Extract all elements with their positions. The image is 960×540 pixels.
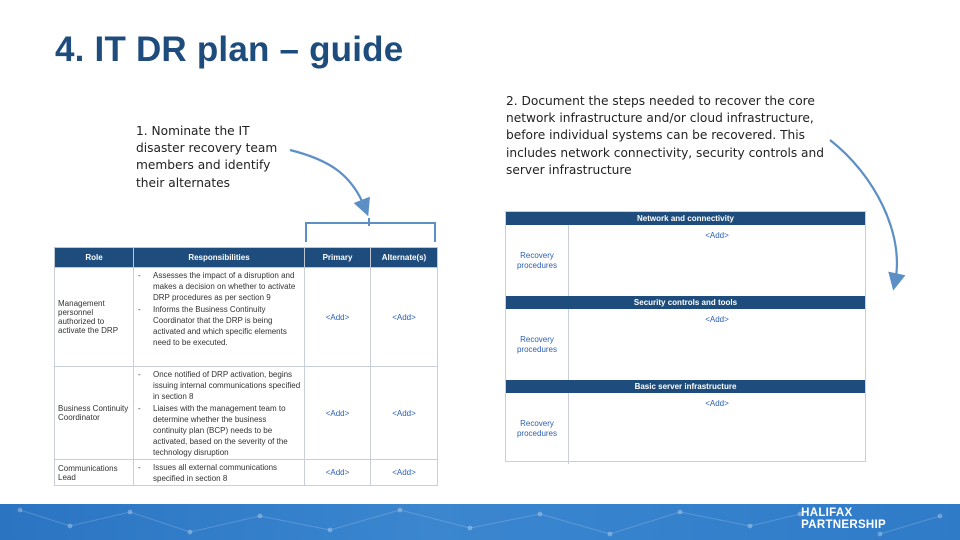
- header-role: Role: [55, 248, 134, 268]
- responsibilities-cell: [134, 367, 305, 460]
- primary-cell[interactable]: <Add>: [305, 367, 371, 460]
- recovery-procedures-label: Recovery procedures: [506, 393, 569, 464]
- responsibility-item: - Assesses the impact of a disruption and makes a decision on whether to activate DRP procedures as per section 9: [138, 271, 296, 302]
- section-row-network: [506, 225, 865, 296]
- logo-line-1: HALIFAX: [801, 507, 853, 519]
- section-header-security: Security controls and tools: [506, 296, 865, 309]
- alternate-cell[interactable]: <Add>: [371, 268, 438, 367]
- roles-table: [54, 247, 438, 486]
- infrastructure-table: [505, 211, 866, 462]
- bracket-tick: [368, 218, 370, 226]
- responsibility-item: - Issues all external communications specified in section 8: [138, 463, 278, 483]
- section-header-network: Network and connectivity: [506, 212, 865, 225]
- responsibility-item: - Once notified of DRP activation, begins issuing internal communications specified in section 8: [138, 370, 301, 401]
- header-responsibilities: Responsibilities: [134, 248, 305, 268]
- callout-nominate-team: 1. Nominate the IT disaster recovery team members and identify their alternates: [136, 124, 278, 190]
- responsibility-item: - Informs the Business Continuity Coordinator that the DRP is being activated and which specific elements need to be executed.: [138, 305, 287, 347]
- slide-title: 4. IT DR plan – guide: [55, 30, 404, 69]
- header-primary: Primary: [305, 248, 371, 268]
- primary-cell[interactable]: <Add>: [305, 460, 371, 486]
- arrow-left: [290, 150, 365, 208]
- table-row: [55, 460, 438, 486]
- header-alternates: Alternate(s): [371, 248, 438, 268]
- recovery-procedures-label: Recovery procedures: [506, 225, 569, 296]
- column-bracket: [305, 222, 436, 242]
- recovery-procedures-value[interactable]: <Add>: [705, 315, 729, 324]
- responsibility-item: - Liaises with the management team to determine whether the business continuity plan (BCP) needs to be activated, based on the severity of the technology disruption: [138, 404, 288, 457]
- section-header-server: Basic server infrastructure: [506, 380, 865, 393]
- role-cell: Communications Lead: [55, 460, 134, 486]
- roles-table-header: [55, 248, 438, 268]
- footer-band: [0, 504, 960, 540]
- section-row-security: [506, 309, 865, 380]
- table-row: [55, 367, 438, 460]
- section-row-server: [506, 393, 865, 464]
- alternate-cell[interactable]: <Add>: [371, 367, 438, 460]
- responsibilities-cell: [134, 268, 305, 367]
- recovery-procedures-value[interactable]: <Add>: [705, 399, 729, 408]
- callout-document-steps: 2. Document the steps needed to recover the core network infrastructure and/or cloud infrastructure, before individual systems can be recovered. This includes network connectivity, security controls and server infrastructure: [506, 94, 824, 177]
- primary-cell[interactable]: <Add>: [305, 268, 371, 367]
- recovery-procedures-value[interactable]: <Add>: [705, 231, 729, 240]
- role-cell: Business Continuity Coordinator: [55, 367, 134, 460]
- table-row: [55, 268, 438, 367]
- responsibilities-cell: [134, 460, 305, 486]
- role-cell: Management personnel authorized to activate the DRP: [55, 268, 134, 367]
- alternate-cell[interactable]: <Add>: [371, 460, 438, 486]
- recovery-procedures-label: Recovery procedures: [506, 309, 569, 380]
- halifax-partnership-logo: [801, 507, 886, 531]
- logo-line-2: PARTNERSHIP: [801, 519, 886, 531]
